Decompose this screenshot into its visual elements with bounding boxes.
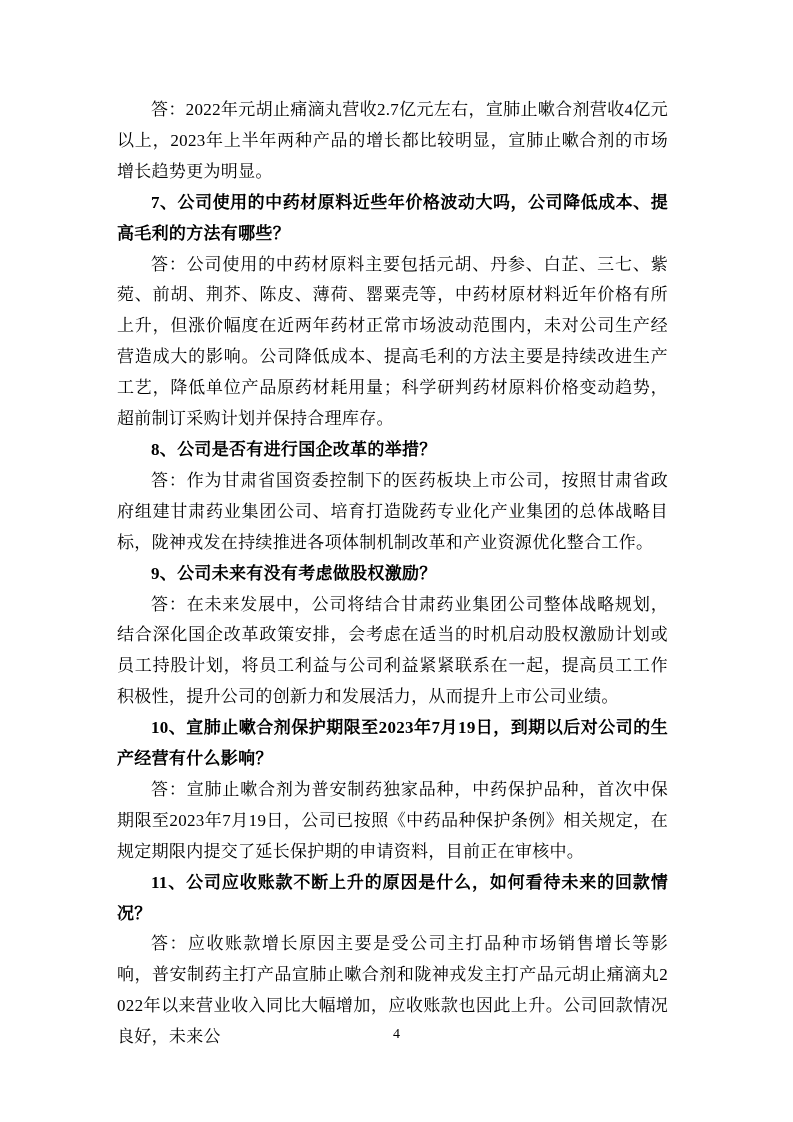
answer-paragraph: 答：宣肺止嗽合剂为普安制药独家品种，中药保护品种，首次中保期限至2023年7月19日，公司已按照《中药品种保护条例》相关规定，在规定期限内提交了延长保护期的申请资料，目前正在审核中。 [117, 779, 668, 861]
answer-paragraph: 答：公司使用的中药材原料主要包括元胡、丹参、白芷、三七、紫菀、前胡、荆芥、陈皮、薄荷、罂粟壳等，中药材原材料近年价格有所上升，但涨价幅度在近两年药材正常市场波动范围内，未对公司生产经营造成大的影响。公司降低成本、提高毛利的方法主要是持续改进生产工艺，降低单位产品原药材耗用量；科学研判药材原料价格变动趋势，超前制订采购计划并保持合理库存。 [117, 254, 668, 429]
document-body [117, 95, 668, 1053]
question-heading-10: 10、宣肺止嗽合剂保护期限至2023年7月19日，到期以后对公司的生产经营有什么影响？ [117, 718, 668, 769]
answer-paragraph: 答：在未来发展中，公司将结合甘肃药业集团公司整体战略规划，结合深化国企改革政策安排，会考虑在适当的时机启动股权激励计划或员工持股计划，将员工利益与公司利益紧紧联系在一起，提高员工工作积极性，提升公司的创新力和发展活力，从而提升上市公司业绩。 [117, 594, 668, 707]
question-heading-11: 11、公司应收账款不断上升的原因是什么，如何看待未来的回款情况？ [117, 872, 668, 923]
answer-paragraph: 答：作为甘肃省国资委控制下的医药板块上市公司，按照甘肃省政府组建甘肃药业集团公司、培育打造陇药专业化产业集团的总体战略目标，陇神戎发在持续推进各项体制机制改革和产业资源优化整合工作。 [117, 470, 668, 552]
question-heading-9: 9、公司未来有没有考虑做股权激励？ [151, 563, 437, 583]
answer-paragraph: 答：2022年元胡止痛滴丸营收2.7亿元左右，宣肺止嗽合剂营收4亿元以上，2023年上半年两种产品的增长都比较明显，宣肺止嗽合剂的市场增长趋势更为明显。 [117, 100, 668, 181]
page-number: 4 [393, 1027, 400, 1042]
question-heading-8: 8、公司是否有进行国企改革的举措？ [151, 439, 437, 459]
question-heading-7: 7、公司使用的中药材原料近些年价格波动大吗，公司降低成本、提高毛利的方法有哪些？ [117, 192, 668, 243]
answer-paragraph: 答：应收账款增长原因主要是受公司主打品种市场销售增长等影响，普安制药主打产品宣肺止嗽合剂和陇神戎发主打产品元胡止痛滴丸2022年以来营业收入同比大幅增加，应收账款也因此上升。公司回款情况良好，未来公 [117, 934, 668, 1047]
